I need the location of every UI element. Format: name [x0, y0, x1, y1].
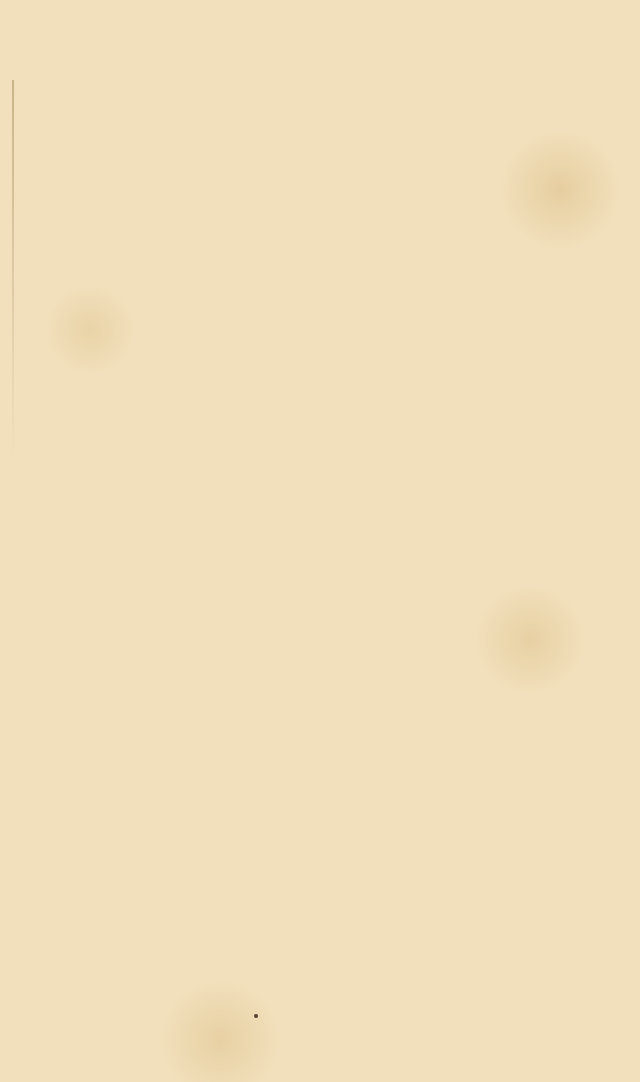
margin-rule [12, 80, 14, 460]
page-header [0, 28, 640, 68]
printer-mark [254, 1014, 258, 1018]
